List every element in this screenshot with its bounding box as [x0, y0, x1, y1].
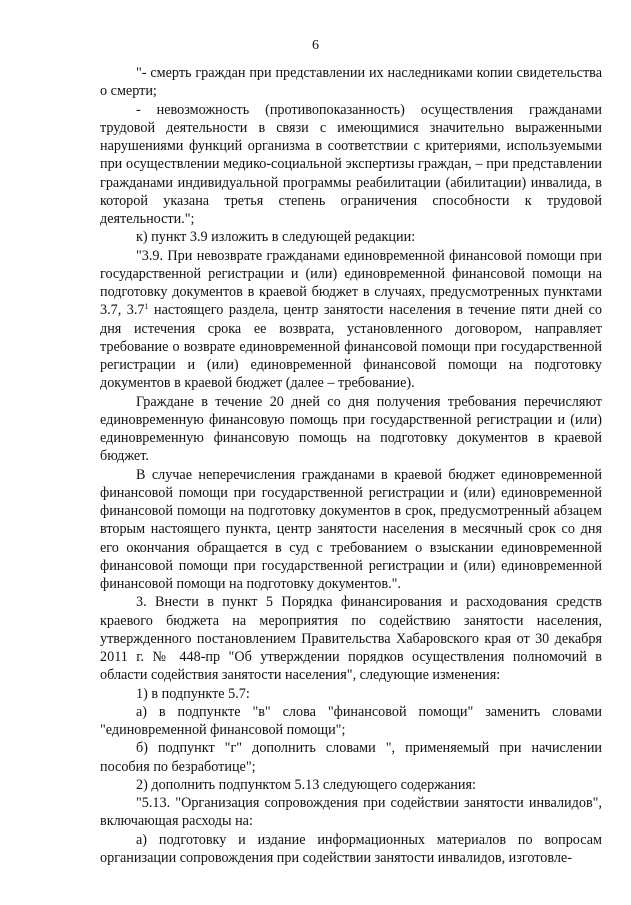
paragraph: Граждане в течение 20 дней со дня получения требования перечисляют единовременную финансовую помощь при государственной регистрации и (или) единовременную финансовую помощь на подготовку документов в краевой бюджет.	[100, 393, 602, 465]
superscript: 1	[144, 302, 149, 312]
paragraph: а) подготовку и издание информационных материалов по вопросам организации сопровождения при содействии занятости инвалидов, изготовле-	[100, 831, 602, 866]
paragraph-text-tail: настоящего раздела, центр занятости населения в течение пяти дней со дня истечения срока ее возврата, установленного договором, направляет требование о возврате единовременной финансовой помощи при государственной регистрации и (или) единовременной финансовой помощи на подготовку документов в краевой бюджет (далее – требование).	[100, 302, 603, 392]
paragraph: "5.13. "Организация сопровождения при содействии занятости инвалидов", включающая расходы на:	[100, 795, 602, 830]
paragraph: 3. Внести в пункт 5 Порядка финансирования и расходования средств краевого бюджета на мероприятия по содействию занятости населения, утвержденного постановлением Правительства Хабаровского края от 30 декабря 2011 г. № 448-пр "Об утверждении порядков осуществления полномочий в области содействия занятости населения", следующие изменения:	[100, 594, 602, 684]
document-body	[100, 64, 602, 867]
paragraph: - невозможность (противопоказанность) осуществления гражданами трудовой деятельности в связи с имеющимися значительно выраженными нарушениями функций организма в соответствии с критериями, используемыми при осуществлении медико-социальной экспертизы граждан, – при представлении гражданами индивидуальной программы реабилитации (абилитации) инвалида, в которой указана третья степень ограничения способности к трудовой деятельности.";	[100, 101, 602, 227]
paragraph: а) в подпункте "в" слова "финансовой помощи" заменить словами "единовременной финансовой помощи";	[100, 703, 602, 738]
paragraph: 1) в подпункте 5.7:	[136, 685, 250, 702]
page-number: 6	[312, 38, 319, 53]
paragraph: к) пункт 3.9 изложить в следующей редакции:	[136, 229, 416, 246]
paragraph: В случае неперечисления гражданами в краевой бюджет единовременной финансовой помощи при государственной регистрации и (или) единовременной финансовой помощи на подготовку документов в срок, предусмотренный абзацем вторым настоящего пункта, центр занятости населения в месячный срок со дня его окончания обращается в суд с требованием о взыскании единовременной финансовой помощи при государственной регистрации и (или) единовременной финансовой помощи на подготовку документов.".	[100, 466, 602, 592]
paragraph-text: "3.9. При невозврате гражданами единовременной финансовой помощи при государственной регистрации и (или) единовременной финансовой помощи на подготовку документов в краевой бюджет в случаях, предусмотренных пунктами 3.7, 3.7	[100, 247, 602, 319]
paragraph	[100, 247, 602, 393]
paragraph: 2) дополнить подпунктом 5.13 следующего содержания:	[136, 776, 476, 793]
paragraph: б) подпункт "г" дополнить словами ", применяемый при начислении пособия по безработице";	[100, 740, 602, 775]
paragraph: "- смерть граждан при представлении их наследниками копии свидетельства о смерти;	[100, 65, 602, 100]
